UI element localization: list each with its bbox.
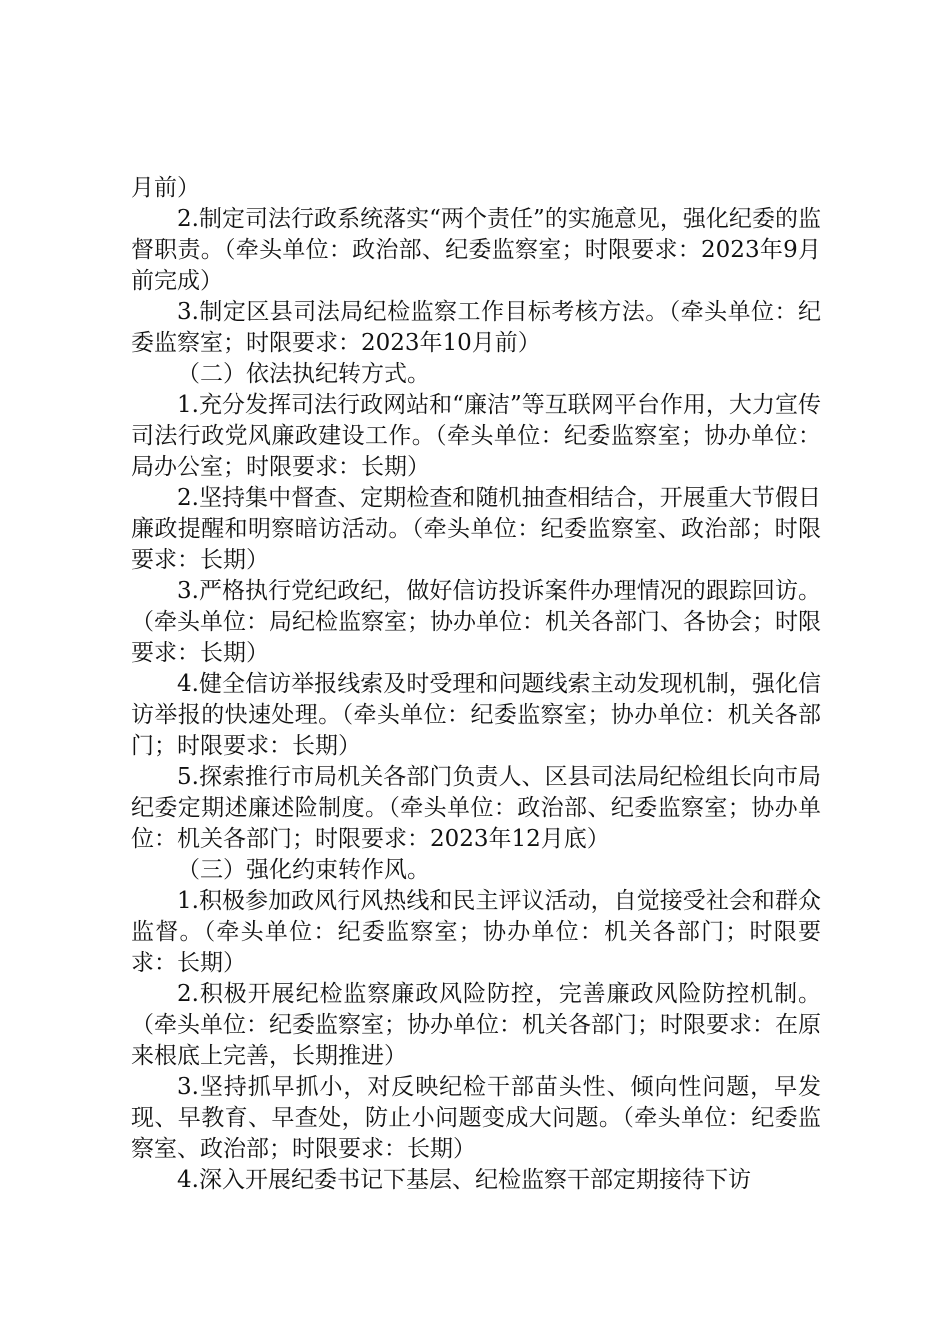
paragraph-item-2: 2.坚持集中督查、定期检查和随机抽查相结合，开展重大节假日廉政提醒和明察暗访活动。（牵头单位：纪委监察室、政治部；时限要求：长期） — [131, 485, 821, 573]
paragraph-item-2: 2.积极开展纪检监察廉政风险防控，完善廉政风险防控机制。（牵头单位：纪委监察室；协办单位：机关各部门；时限要求：在原来根底上完善，长期推进） — [131, 981, 821, 1069]
paragraph-continuation: 月前） — [131, 175, 200, 201]
paragraph-item-1: 1.积极参加政风行风热线和民主评议活动，自觉接受社会和群众监督。（牵头单位：纪委监察室；协办单位：机关各部门；时限要求：长期） — [131, 888, 821, 976]
paragraph-item-3: 3.制定区县司法局纪检监察工作目标考核方法。（牵头单位：纪委监察室；时限要求：2023年10月前） — [131, 299, 821, 356]
paragraph-item-1: 1.充分发挥司法行政网站和“廉洁”等互联网平台作用，大力宣传司法行政党风廉政建设工作。（牵头单位：纪委监察室；协办单位：局办公室；时限要求：长期） — [131, 392, 821, 480]
paragraph-item-4: 4.健全信访举报线索及时受理和问题线索主动发现机制，强化信访举报的快速处理。（牵头单位：纪委监察室；协办单位：机关各部门；时限要求：长期） — [131, 671, 821, 759]
paragraph-item-3: 3.严格执行党纪政纪，做好信访投诉案件办理情况的跟踪回访。（牵头单位：局纪检监察室；协办单位：机关各部门、各协会；时限要求：长期） — [131, 578, 821, 666]
paragraph-item-2: 2.制定司法行政系统落实“两个责任”的实施意见，强化纪委的监督职责。（牵头单位：政治部、纪委监察室；时限要求：2023年9月前完成） — [131, 206, 821, 294]
document-page — [131, 173, 821, 1196]
paragraph-item-3: 3.坚持抓早抓小，对反映纪检干部苗头性、倾向性问题，早发现、早教育、早查处，防止小问题变成大问题。（牵头单位：纪委监察室、政治部；时限要求：长期） — [131, 1074, 821, 1162]
paragraph-item-4: 4.深入开展纪委书记下基层、纪检监察干部定期接待下访 — [177, 1167, 751, 1193]
section-heading-2: （二）依法执纪转方式。 — [177, 361, 430, 387]
paragraph-item-5: 5.探索推行市局机关各部门负责人、区县司法局纪检组长向市局纪委定期述廉述险制度。（牵头单位：政治部、纪委监察室；协办单位：机关各部门；时限要求：2023年12月底） — [131, 764, 821, 852]
section-heading-3: （三）强化约束转作风。 — [177, 857, 430, 883]
